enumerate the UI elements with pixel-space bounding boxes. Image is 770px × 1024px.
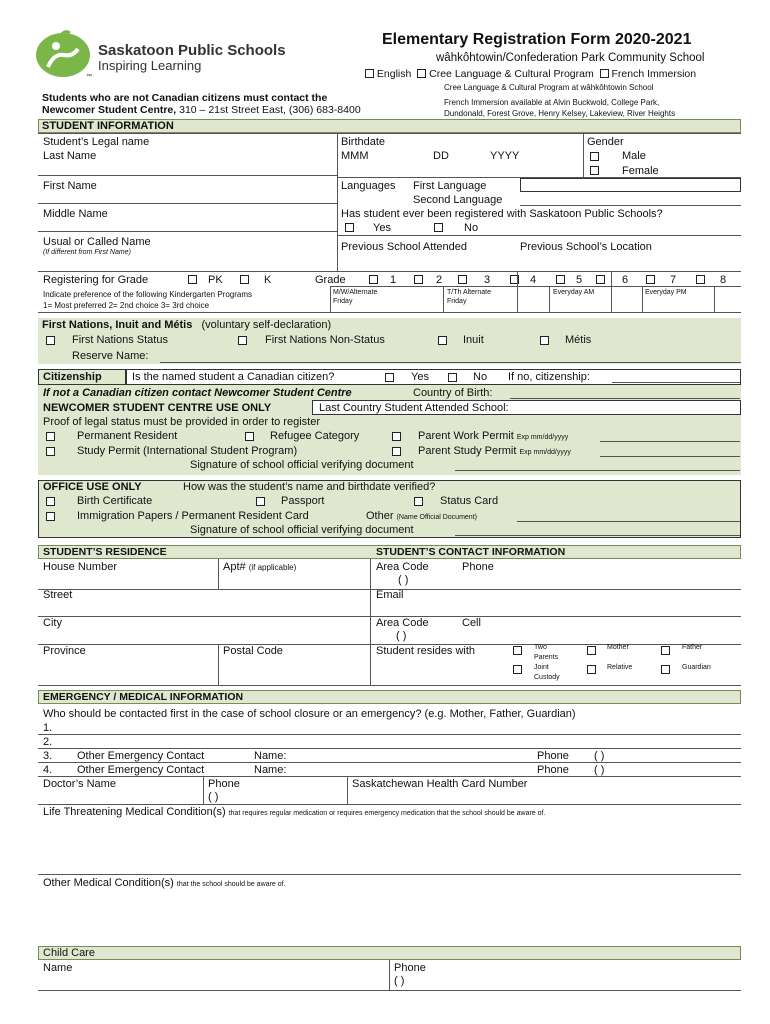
pr-label: Permanent Resident — [77, 430, 178, 442]
school-logo — [34, 27, 92, 79]
cree-note: Cree Language & Cultural Program at wâhkôhtowin School — [444, 83, 654, 92]
other-medical-note: that the school should be aware of. — [176, 881, 286, 888]
grade4-label: 4 — [530, 274, 537, 286]
female-label: Female — [622, 165, 659, 177]
french-checkbox[interactable] — [600, 69, 609, 78]
life-threatening-text: Life Threatening Medical Condition(s) — [43, 806, 226, 818]
first-name-label: First Name — [43, 180, 97, 192]
refugee-label: Refugee Category — [270, 430, 360, 442]
newcomer-centre: Newcomer Student Centre, — [42, 104, 177, 116]
kindergarten-note-1: Indicate preference of the following Kindergarten Programs — [43, 290, 253, 299]
middle-name-label: Middle Name — [43, 208, 108, 220]
status-card-label: Status Card — [440, 495, 499, 507]
proof-label: Proof of legal status must be provided in order to register — [43, 416, 320, 428]
residence-heading: STUDENT’S RESIDENCE — [43, 546, 167, 558]
first-language-field[interactable] — [520, 178, 741, 192]
emergency-2-field[interactable] — [38, 748, 741, 749]
office-question: How was the student’s name and birthdate verified? — [183, 481, 436, 493]
female-checkbox[interactable] — [590, 166, 599, 175]
grade8-checkbox[interactable] — [696, 275, 705, 284]
resides-with-label: Student resides with — [376, 645, 476, 657]
other-contact-4-label: Other Emergency Contact — [77, 764, 205, 776]
citizenship-field[interactable] — [612, 382, 740, 383]
second-language-label: Second Language — [413, 194, 503, 206]
male-checkbox[interactable] — [590, 152, 599, 161]
grade5-checkbox[interactable] — [556, 275, 565, 284]
registered-yes-label: Yes — [373, 222, 391, 234]
other-medical-label — [43, 877, 285, 889]
other-contact-4-paren[interactable]: ( ) — [594, 764, 605, 776]
fn-status-label: First Nations Status — [72, 334, 168, 346]
student-info-heading: STUDENT INFORMATION — [42, 120, 174, 132]
registered-question: Has student ever been registered with Saskatoon Public Schools? — [341, 208, 663, 220]
pk-checkbox[interactable] — [188, 275, 197, 284]
office-signature-field[interactable] — [455, 535, 740, 536]
study-permit-label: Study Permit (International Student Program) — [77, 445, 298, 457]
work-permit-field[interactable] — [600, 441, 740, 442]
work-permit-checkbox[interactable] — [392, 432, 401, 441]
life-threatening-field[interactable] — [38, 874, 741, 875]
previous-location-label: Previous School’s Location — [520, 241, 652, 253]
street-label: Street — [43, 589, 73, 601]
grade1-label: 1 — [390, 274, 397, 286]
doctor-phone-paren[interactable]: ( ) — [208, 791, 219, 803]
city-label: City — [43, 617, 62, 629]
logo-name: Saskatoon Public Schools — [98, 42, 286, 59]
metis-checkbox[interactable] — [540, 336, 549, 345]
form-title: Elementary Registration Form 2020-2021 — [382, 31, 692, 48]
birth-cert-label: Birth Certificate — [77, 495, 153, 507]
fn-nonstatus-label: First Nations Non-Status — [265, 334, 385, 346]
mw-friday-label: Friday — [333, 298, 353, 305]
last-name-label: Last Name — [43, 150, 97, 162]
parent-study-checkbox[interactable] — [392, 447, 401, 456]
dd-label: DD — [433, 150, 449, 162]
other-doc-field[interactable] — [517, 521, 740, 522]
grade5-label: 5 — [576, 274, 583, 286]
second-language-field[interactable] — [520, 205, 741, 206]
cree-label: Cree Language & Cultural Program — [429, 68, 594, 80]
kindergarten-note-2: 1= Most preferred 2= 2nd choice 3= 3rd choice — [43, 301, 210, 310]
area-code-label: Area Code — [376, 561, 429, 573]
phone-label: Phone — [462, 561, 494, 573]
other-contact-3-label: Other Emergency Contact — [77, 750, 205, 762]
apt-text: Apt# — [223, 561, 246, 573]
passport-checkbox[interactable] — [256, 497, 265, 506]
parent-study-exp: Exp mm/dd/yyyy — [519, 449, 571, 456]
childcare-heading: Child Care — [43, 947, 95, 959]
grade8-label: 8 — [720, 274, 727, 286]
newcomer-address: 310 – 21st Street East, (306) 683-8400 — [179, 104, 361, 116]
cell-area-paren[interactable]: ( ) — [396, 630, 407, 642]
cree-checkbox[interactable] — [417, 69, 426, 78]
relative-checkbox[interactable] — [587, 665, 596, 674]
english-checkbox[interactable] — [365, 69, 374, 78]
school-name: wâhkôhtowin/Confederation Park Community School — [436, 52, 705, 64]
emergency-heading: EMERGENCY / MEDICAL INFORMATION — [43, 691, 244, 703]
citizenship-label: Citizenship — [38, 369, 126, 385]
doctor-name-label: Doctor’s Name — [43, 778, 116, 790]
everyday-pm-label: Everyday PM — [645, 289, 687, 296]
parent-study-label — [418, 445, 571, 457]
pr-checkbox[interactable] — [46, 432, 55, 441]
mother-checkbox[interactable] — [587, 646, 596, 655]
contact-newcomer-note: If not a Canadian citizen contact Newcomer Student Centre — [43, 387, 352, 399]
parent-study-text: Parent Study Permit — [418, 445, 517, 457]
grade7-label: 7 — [670, 274, 677, 286]
mmm-label: MMM — [341, 150, 369, 162]
joint-custody-checkbox[interactable] — [513, 665, 522, 674]
work-permit-text: Parent Work Permit — [418, 430, 514, 442]
emergency-4: 4. — [43, 764, 53, 776]
apt-label — [223, 561, 296, 573]
mother-label: Mother — [607, 644, 629, 651]
emergency-2: 2. — [43, 736, 53, 748]
father-checkbox[interactable] — [661, 646, 670, 655]
french-note-2: Dundonald, Forest Grove, Henry Kelsey, Lakeview, River Heights — [444, 109, 676, 118]
email-label: Email — [376, 589, 404, 601]
registered-yes-checkbox[interactable] — [345, 223, 354, 232]
joint-label: Joint — [534, 664, 549, 671]
male-label: Male — [622, 150, 646, 162]
doctor-phone-label: Phone — [208, 778, 240, 790]
registered-no-checkbox[interactable] — [434, 223, 443, 232]
father-label: Father — [682, 644, 703, 651]
registering-grade-label: Registering for Grade — [43, 274, 149, 286]
metis-label: Métis — [565, 334, 592, 346]
usual-name-note: (If different from First Name) — [43, 249, 131, 256]
other-contact-4-phone-label: Phone — [537, 764, 569, 776]
refugee-checkbox[interactable] — [245, 432, 254, 441]
inuit-checkbox[interactable] — [438, 336, 447, 345]
newcomer-notice-2 — [42, 104, 361, 116]
other-contact-4-name-label: Name: — [254, 764, 287, 776]
french-note-1: French Immersion available at Alvin Buckwold, College Park, — [444, 98, 660, 107]
yyyy-label: YYYY — [490, 150, 520, 162]
grade2-label: 2 — [436, 274, 443, 286]
logo-trademark: ™ — [86, 74, 92, 80]
inuit-label: Inuit — [463, 334, 484, 346]
emergency-1: 1. — [43, 722, 53, 734]
gender-label: Gender — [587, 136, 624, 148]
house-number-label: House Number — [43, 561, 117, 573]
immigration-checkbox[interactable] — [46, 512, 55, 521]
cell-area-code-label: Area Code — [376, 617, 429, 629]
reserve-label: Reserve Name: — [72, 350, 149, 362]
fnim-voluntary: (voluntary self-declaration) — [201, 319, 332, 331]
citizenship-signature-field[interactable] — [455, 470, 740, 471]
phone-area-paren[interactable]: ( ) — [398, 574, 409, 586]
grade3-checkbox[interactable] — [458, 275, 467, 284]
usual-name-label: Usual or Called Name — [43, 236, 151, 248]
newcomer-use-only: NEWCOMER STUDENT CENTRE USE ONLY — [43, 402, 272, 414]
health-card-label: Saskatchewan Health Card Number — [352, 778, 528, 790]
work-permit-label — [418, 430, 568, 442]
languages-label: Languages — [341, 180, 396, 192]
citizen-yes-label: Yes — [411, 371, 429, 383]
life-threatening-label — [43, 806, 545, 818]
childcare-phone-paren[interactable]: ( ) — [394, 975, 405, 987]
relative-label: Relative — [607, 664, 633, 671]
last-country-label: Last Country Student Attended School: — [319, 402, 509, 414]
country-of-birth-label: Country of Birth: — [413, 387, 493, 399]
other-contact-3-phone-label: Phone — [537, 750, 569, 762]
pk-label: PK — [208, 274, 223, 286]
study-permit-checkbox[interactable] — [46, 447, 55, 456]
parents-label: Parents — [534, 654, 559, 661]
first-language-label: First Language — [413, 180, 487, 192]
emergency-1-field[interactable] — [38, 734, 741, 735]
mw-alternate-label: M/W/Alternate — [333, 289, 378, 296]
two-label: Two — [534, 644, 547, 651]
everyday-am-label: Everyday AM — [553, 289, 595, 296]
newcomer-notice-1: Students who are not Canadian citizens must contact the — [42, 92, 328, 104]
other-contact-3-paren[interactable]: ( ) — [594, 750, 605, 762]
country-of-birth-field[interactable] — [510, 398, 740, 399]
parent-study-field[interactable] — [600, 456, 740, 457]
passport-label: Passport — [281, 495, 325, 507]
emergency-question: Who should be contacted first in the case of school closure or an emergency? (e.g. Mother, Father, Guardian) — [43, 708, 576, 720]
work-permit-exp: Exp mm/dd/yyyy — [516, 434, 569, 441]
citizen-no-checkbox[interactable] — [448, 373, 457, 382]
citizen-yes-checkbox[interactable] — [385, 373, 394, 382]
tth-friday-label: Friday — [447, 298, 467, 305]
k-label: K — [264, 274, 272, 286]
fnim-title: First Nations, Inuit and Métis — [42, 319, 193, 331]
if-no-citizenship-label: If no, citizenship: — [508, 371, 590, 383]
k-checkbox[interactable] — [240, 275, 249, 284]
two-parents-checkbox[interactable] — [513, 646, 522, 655]
previous-school-label: Previous School Attended — [341, 241, 467, 253]
registered-no-label: No — [464, 222, 479, 234]
other-medical-text: Other Medical Condition(s) — [43, 877, 174, 889]
province-label: Province — [43, 645, 86, 657]
postal-code-label: Postal Code — [223, 645, 283, 657]
reserve-field[interactable] — [160, 362, 741, 363]
emergency-3: 3. — [43, 750, 53, 762]
office-heading: OFFICE USE ONLY — [43, 481, 142, 493]
fn-nonstatus-checkbox[interactable] — [238, 336, 247, 345]
legal-name-label: Student’s Legal name — [43, 136, 150, 148]
cell-label: Cell — [462, 617, 481, 629]
other-doc-text: Other — [366, 510, 394, 522]
contact-heading: STUDENT’S CONTACT INFORMATION — [376, 546, 566, 558]
guardian-label: Guardian — [682, 664, 711, 671]
citizenship-question: Is the named student a Canadian citizen? — [132, 371, 335, 383]
other-doc-note: (Name Official Document) — [396, 514, 477, 521]
life-threatening-note: that requires regular medication or requires emergency medication that the school should be aware of. — [228, 810, 546, 817]
french-label: French Immersion — [611, 68, 697, 80]
guardian-checkbox[interactable] — [661, 665, 670, 674]
tth-alternate-label: T/Th Alternate — [447, 289, 491, 296]
grade6-label: 6 — [622, 274, 629, 286]
apt-note: (if applicable) — [248, 563, 297, 572]
logo-tagline: Inspiring Learning — [98, 58, 202, 73]
english-label: English — [376, 68, 412, 80]
status-card-checkbox[interactable] — [414, 497, 423, 506]
immigration-label: Immigration Papers / Permanent Resident Card — [77, 510, 309, 522]
other-doc-label — [366, 510, 477, 522]
birthdate-label: Birthdate — [341, 136, 386, 148]
office-signature-label: Signature of school official verifying document — [190, 524, 414, 536]
grade2-checkbox[interactable] — [414, 275, 423, 284]
citizenship-signature-label: Signature of school official verifying document — [190, 459, 414, 471]
grade-word: Grade — [315, 274, 346, 286]
grade7-checkbox[interactable] — [646, 275, 655, 284]
grade6-checkbox[interactable] — [596, 275, 605, 284]
program-options — [365, 68, 696, 80]
citizen-no-label: No — [473, 371, 488, 383]
grade1-checkbox[interactable] — [369, 275, 378, 284]
birth-cert-checkbox[interactable] — [46, 497, 55, 506]
other-contact-3-name-label: Name: — [254, 750, 287, 762]
fnim-heading — [42, 319, 331, 331]
childcare-heading-bar — [38, 946, 741, 960]
childcare-name-label: Name — [43, 962, 73, 974]
grade3-label: 3 — [484, 274, 491, 286]
fn-status-checkbox[interactable] — [46, 336, 55, 345]
childcare-phone-label: Phone — [394, 962, 426, 974]
custody-label: Custody — [534, 674, 560, 681]
